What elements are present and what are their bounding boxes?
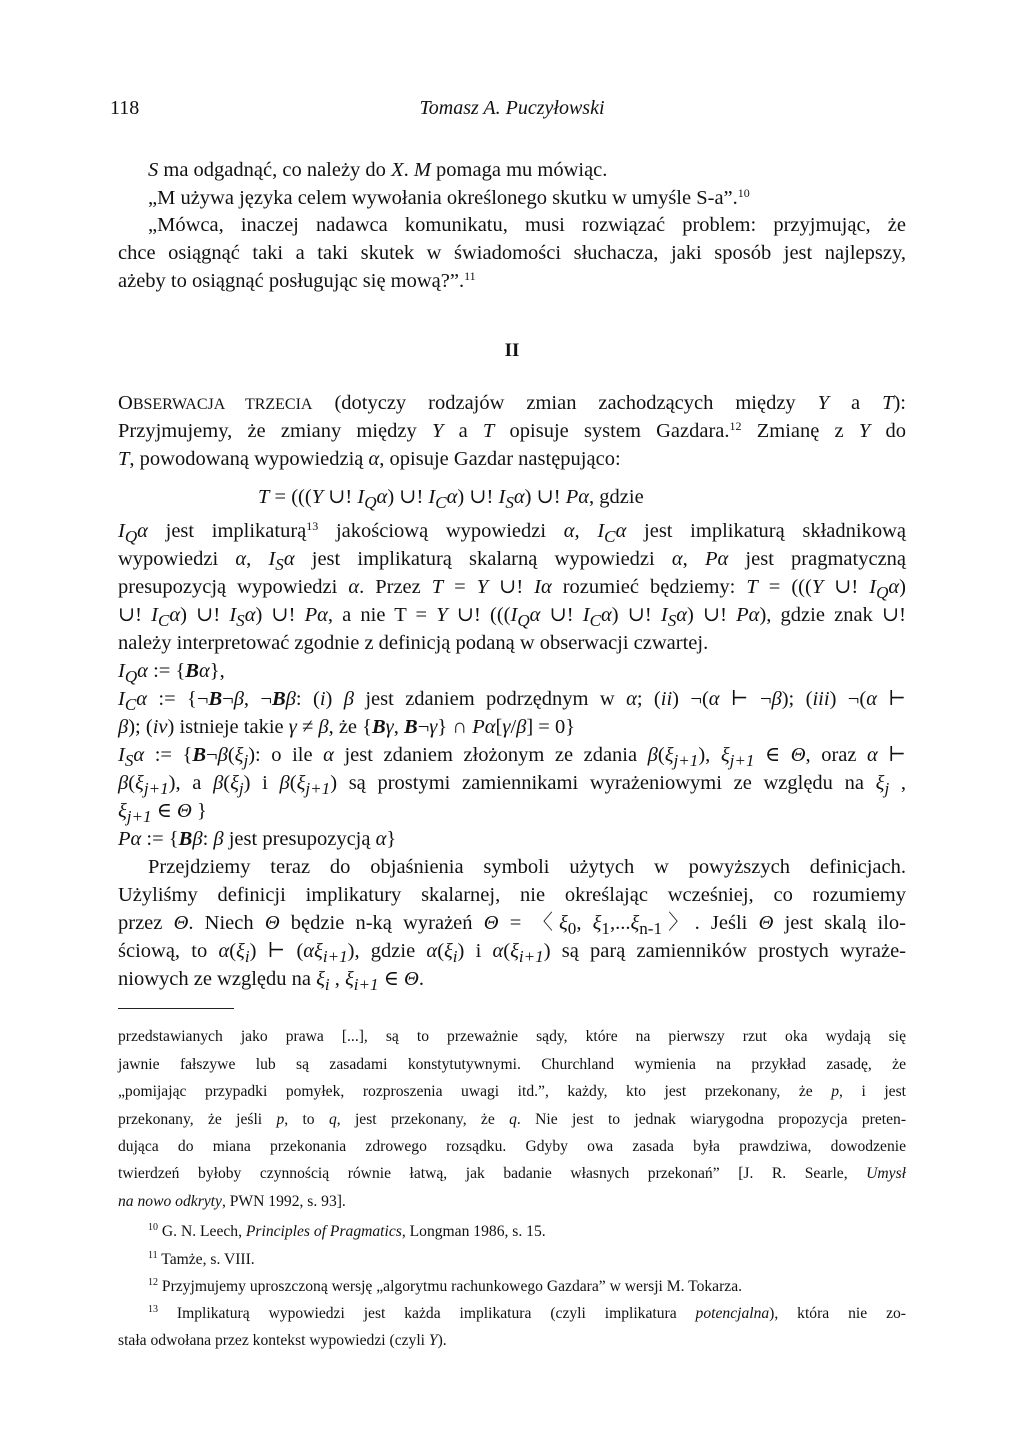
footnote-line: jawnie fałszywe lub są zasadami konstytutywnymi. Churchland wymienia na przykład zasadę, że <box>118 1056 906 1073</box>
footnote-line: $^{11}$ Tamże, s. VIII. <box>148 1250 255 1268</box>
text-line: T, powodowaną wypowiedzią α, opisuje Gazdar następująco: <box>118 448 621 470</box>
footnote-separator <box>118 1008 234 1009</box>
text-line: T = (((Y ∪! $I_Q\alpha$) ∪! $I_C\alpha$) ∪! $I_S\alpha$) ∪! Pα, gdzie <box>258 486 644 513</box>
text-line: Użyliśmy definicji implikatury skalarnej, nie określając wcześniej, co rozumiemy <box>118 884 906 906</box>
text-line: Przyjmujemy, że zmiany między Y a T opisuje system Gazdara.$^{12}$ Zmianę z Y do <box>118 419 906 442</box>
text-line: wypowiedzi α, $I_S\alpha$ jest implikaturą skalarną wypowiedzi α, Pα jest pragmatyczną <box>118 548 907 575</box>
text-line: $I_S\alpha$ := {$B\neg\beta(\xi_j)$: o ile α jest zdaniem złożonym ze zdania $\beta(\xi_{j+1})$, $\xi_{j+1}$ ∈ Θ, oraz α ⊢ <box>118 744 906 771</box>
footnote-line: „pomijając przypadki pomyłek, rozproszenia uwagi itd.”, każdy, kto jest przekonany, że p, i jest <box>118 1083 906 1100</box>
text-line: $\beta(\xi_{j+1})$, a $\beta(\xi_j)$ i $\beta(\xi_{j+1})$ są prostymi zamiennikami wyrażeniowymi ze względu na $\xi_j$ , <box>118 772 906 799</box>
text-line: „Mówca, inaczej nadawca komunikatu, musi rozwiązać problem: przyjmując, że <box>148 214 906 236</box>
text-line: $\xi_{j+1}$ ∈ Θ } <box>118 800 207 827</box>
text-line: $I_Q\alpha$ jest implikaturą$^{13}$ jakościową wypowiedzi α, $I_C\alpha$ jest implikaturą składnikową <box>118 519 906 547</box>
text-line: przez Θ. Niech Θ będzie n-ką wyrażeń Θ = 〈$\xi_0$, $\xi_1,...\xi_{n-1}$〉. Jeśli Θ jest skalą ilo- <box>118 912 906 939</box>
text-line: niowych ze względu na $\xi_i$ , $\xi_{i+1}$ ∈ Θ. <box>118 968 424 995</box>
text-line: należy interpretować zgodnie z definicją podaną w obserwacji czwartej. <box>118 632 709 654</box>
text-line: S ma odgadnąć, co należy do X. M pomaga mu mówiąc. <box>148 159 608 181</box>
footnote-line: przekonany, że jeśli p, to q, jest przekonany, że q. Nie jest to jednak wiarygodna propozycja preten- <box>118 1111 907 1128</box>
page-number: 118 <box>110 97 140 119</box>
text-line: „M używa języka celem wywołania określonego skutku w umyśle S-a”.$^{10}$ <box>148 186 750 209</box>
text-line: OBSERWACJA TRZECIA (dotyczy rodzajów zmian zachodzących między Y a T): <box>118 392 906 414</box>
footnote-line: przedstawianych jako prawa [...], są to przeważnie sądy, które na pierwszy rzut oka wydają się <box>118 1028 906 1045</box>
text-line: Pα := {Bβ: β jest presupozycją α} <box>118 828 397 850</box>
footnote-line: $^{10}$ G. N. Leech, Principles of Pragmatics, Longman 1986, s. 15. <box>148 1222 546 1240</box>
text-line: $I_Q\alpha$ := {Bα}, <box>118 660 225 687</box>
text-line: ściową, to $\alpha(\xi_i)$ ⊢ $(\alpha\xi_{i+1})$, gdzie $\alpha(\xi_i)$ i $\alpha(\xi_{i+1})$ są parą zamienników prostych wyraże- <box>118 940 907 967</box>
text-line: β); (iv) istnieje takie γ ≠ β, że {Bγ, B¬γ} ∩ Pα[γ/β] = 0} <box>118 716 576 738</box>
footnote-line: dująca do miana przekonania zdrowego rozsądku. Gdyby owa zasada była prawdziwa, dowodzenie <box>118 1138 906 1155</box>
section-numeral: II <box>504 340 520 361</box>
footnote-line: stała odwołana przez kontekst wypowiedzi (czyli Y). <box>118 1332 447 1349</box>
text-line: ażeby to osiągnąć posługując się mową?”.$^{11}$ <box>118 269 476 292</box>
footnote-line: na nowo odkryty, PWN 1992, s. 93]. <box>118 1193 346 1210</box>
footnote-line: $^{13}$ Implikaturą wypowiedzi jest każda implikatura (czyli implikatura potencjalna), która nie zo- <box>148 1304 906 1322</box>
text-line: presupozycją wypowiedzi α. Przez T = Y ∪! Iα rozumieć będziemy: T = (((Y ∪! $I_Q\alpha$) <box>118 576 906 603</box>
footnote-line: twierdzeń byłoby czynnością równie łatwą, jak badanie własnych przekonań” [J. R. Searle, Umysł <box>118 1165 906 1182</box>
text-line: Przejdziemy teraz do objaśnienia symboli użytych w powyższych definicjach. <box>148 856 906 878</box>
footnote-line: $^{12}$ Przyjmujemy uproszczoną wersję „algorytmu rachunkowego Gazdara” w wersji M. Tokarza. <box>148 1277 743 1295</box>
text-line: ∪! $I_C\alpha$) ∪! $I_S\alpha$) ∪! Pα, a nie T = Y ∪! ((($I_Q\alpha$ ∪! $I_C\alpha$) ∪! $I_S\alpha$) ∪! Pα), gdzie znak ∪! <box>118 604 906 631</box>
text-line: chce osiągnąć taki a taki skutek w świadomości słuchacza, jaki sposób jest najlepszy, <box>118 242 906 264</box>
text-line: $I_C\alpha$ := {¬B¬β, ¬Bβ: (i) β jest zdaniem podrzędnym w α; (ii) ¬(α ⊢ ¬β); (iii) ¬(α ⊢ <box>118 688 906 715</box>
running-head: Tomasz A. Puczyłowski <box>419 97 605 119</box>
